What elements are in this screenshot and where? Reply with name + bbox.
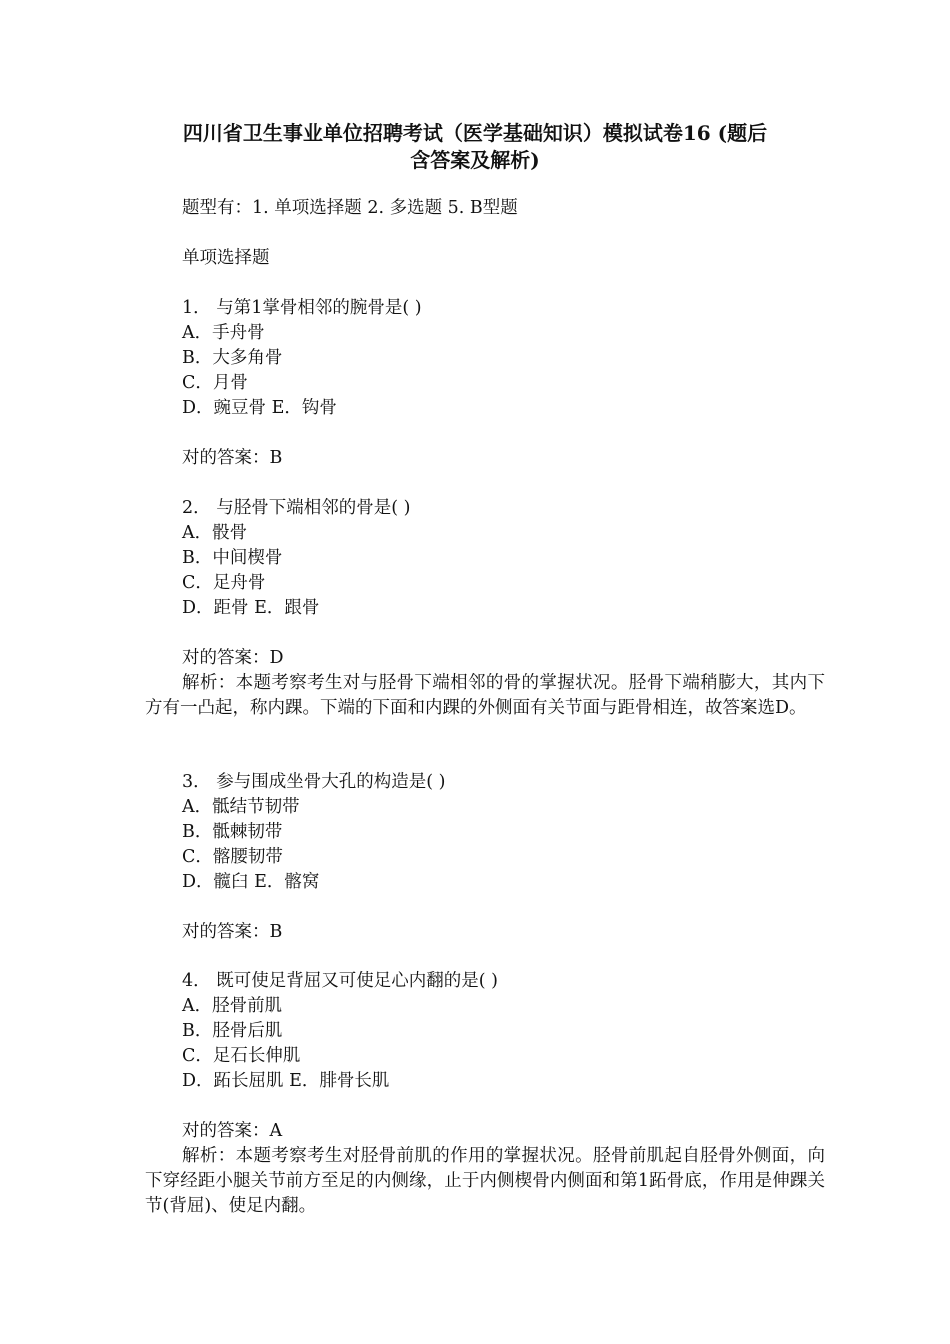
q4-option-a: A．胫骨前肌	[182, 996, 283, 1016]
section-heading: 单项选择题	[182, 248, 270, 268]
q4-answer: 对的答案：A	[182, 1121, 283, 1141]
q4-option-d: D．跖长屈肌 E．腓骨长肌	[182, 1071, 390, 1091]
q3-stem: 3． 参与围成坐骨大孔的构造是( )	[182, 772, 446, 792]
q1-option-c: C．月骨	[182, 373, 248, 393]
title-line-1: 四川省卫生事业单位招聘考试（医学基础知识）模拟试卷16 (题后	[182, 121, 768, 145]
title-line-2: 含答案及解析)	[410, 148, 540, 172]
q3-option-b: B．骶棘韧带	[182, 822, 283, 842]
q3-option-c: C．髂腰韧带	[182, 847, 283, 867]
q3-option-a: A．骶结节韧带	[182, 797, 300, 817]
question-types: 题型有：1. 单项选择题 2. 多选题 5. B型题	[182, 198, 518, 218]
q2-option-d: D．距骨 E．跟骨	[182, 598, 320, 618]
q2-stem: 2． 与胫骨下端相邻的骨是( )	[182, 498, 411, 518]
q4-option-b: B．胫骨后肌	[182, 1021, 283, 1041]
q1-stem: 1． 与第1掌骨相邻的腕骨是( )	[182, 298, 422, 318]
q2-option-a: A．骰骨	[182, 523, 248, 543]
document-title	[120, 120, 830, 174]
q3-answer: 对的答案：B	[182, 922, 283, 942]
q2-option-b: B．中间楔骨	[182, 548, 283, 568]
q2-option-c: C．足舟骨	[182, 573, 266, 593]
q1-option-b: B．大多角骨	[182, 348, 283, 368]
q2-analysis: 解析：本题考察考生对与胫骨下端相邻的骨的掌握状况。胫骨下端稍膨大，其内下方有一凸起，称内踝。下端的下面和内踝的外侧面有关节面与距骨相连，故答案选D。	[145, 673, 825, 718]
q4-option-c: C．足石长伸肌	[182, 1046, 301, 1066]
q4-analysis: 解析：本题考察考生对胫骨前肌的作用的掌握状况。胫骨前肌起自胫骨外侧面，向下穿经距小腿关节前方至足的内侧缘，止于内侧楔骨内侧面和第1跖骨底，作用是伸踝关节(背屈)、使足内翻。	[145, 1146, 825, 1216]
q1-option-a: A．手舟骨	[182, 323, 265, 343]
q2-answer: 对的答案：D	[182, 648, 284, 668]
q4-stem: 4． 既可使足背屈又可使足心内翻的是( )	[182, 971, 498, 991]
q1-option-d: D．豌豆骨 E．钩骨	[182, 398, 337, 418]
q3-option-d: D．髋臼 E．髂窝	[182, 872, 320, 892]
q1-answer: 对的答案：B	[182, 448, 283, 468]
